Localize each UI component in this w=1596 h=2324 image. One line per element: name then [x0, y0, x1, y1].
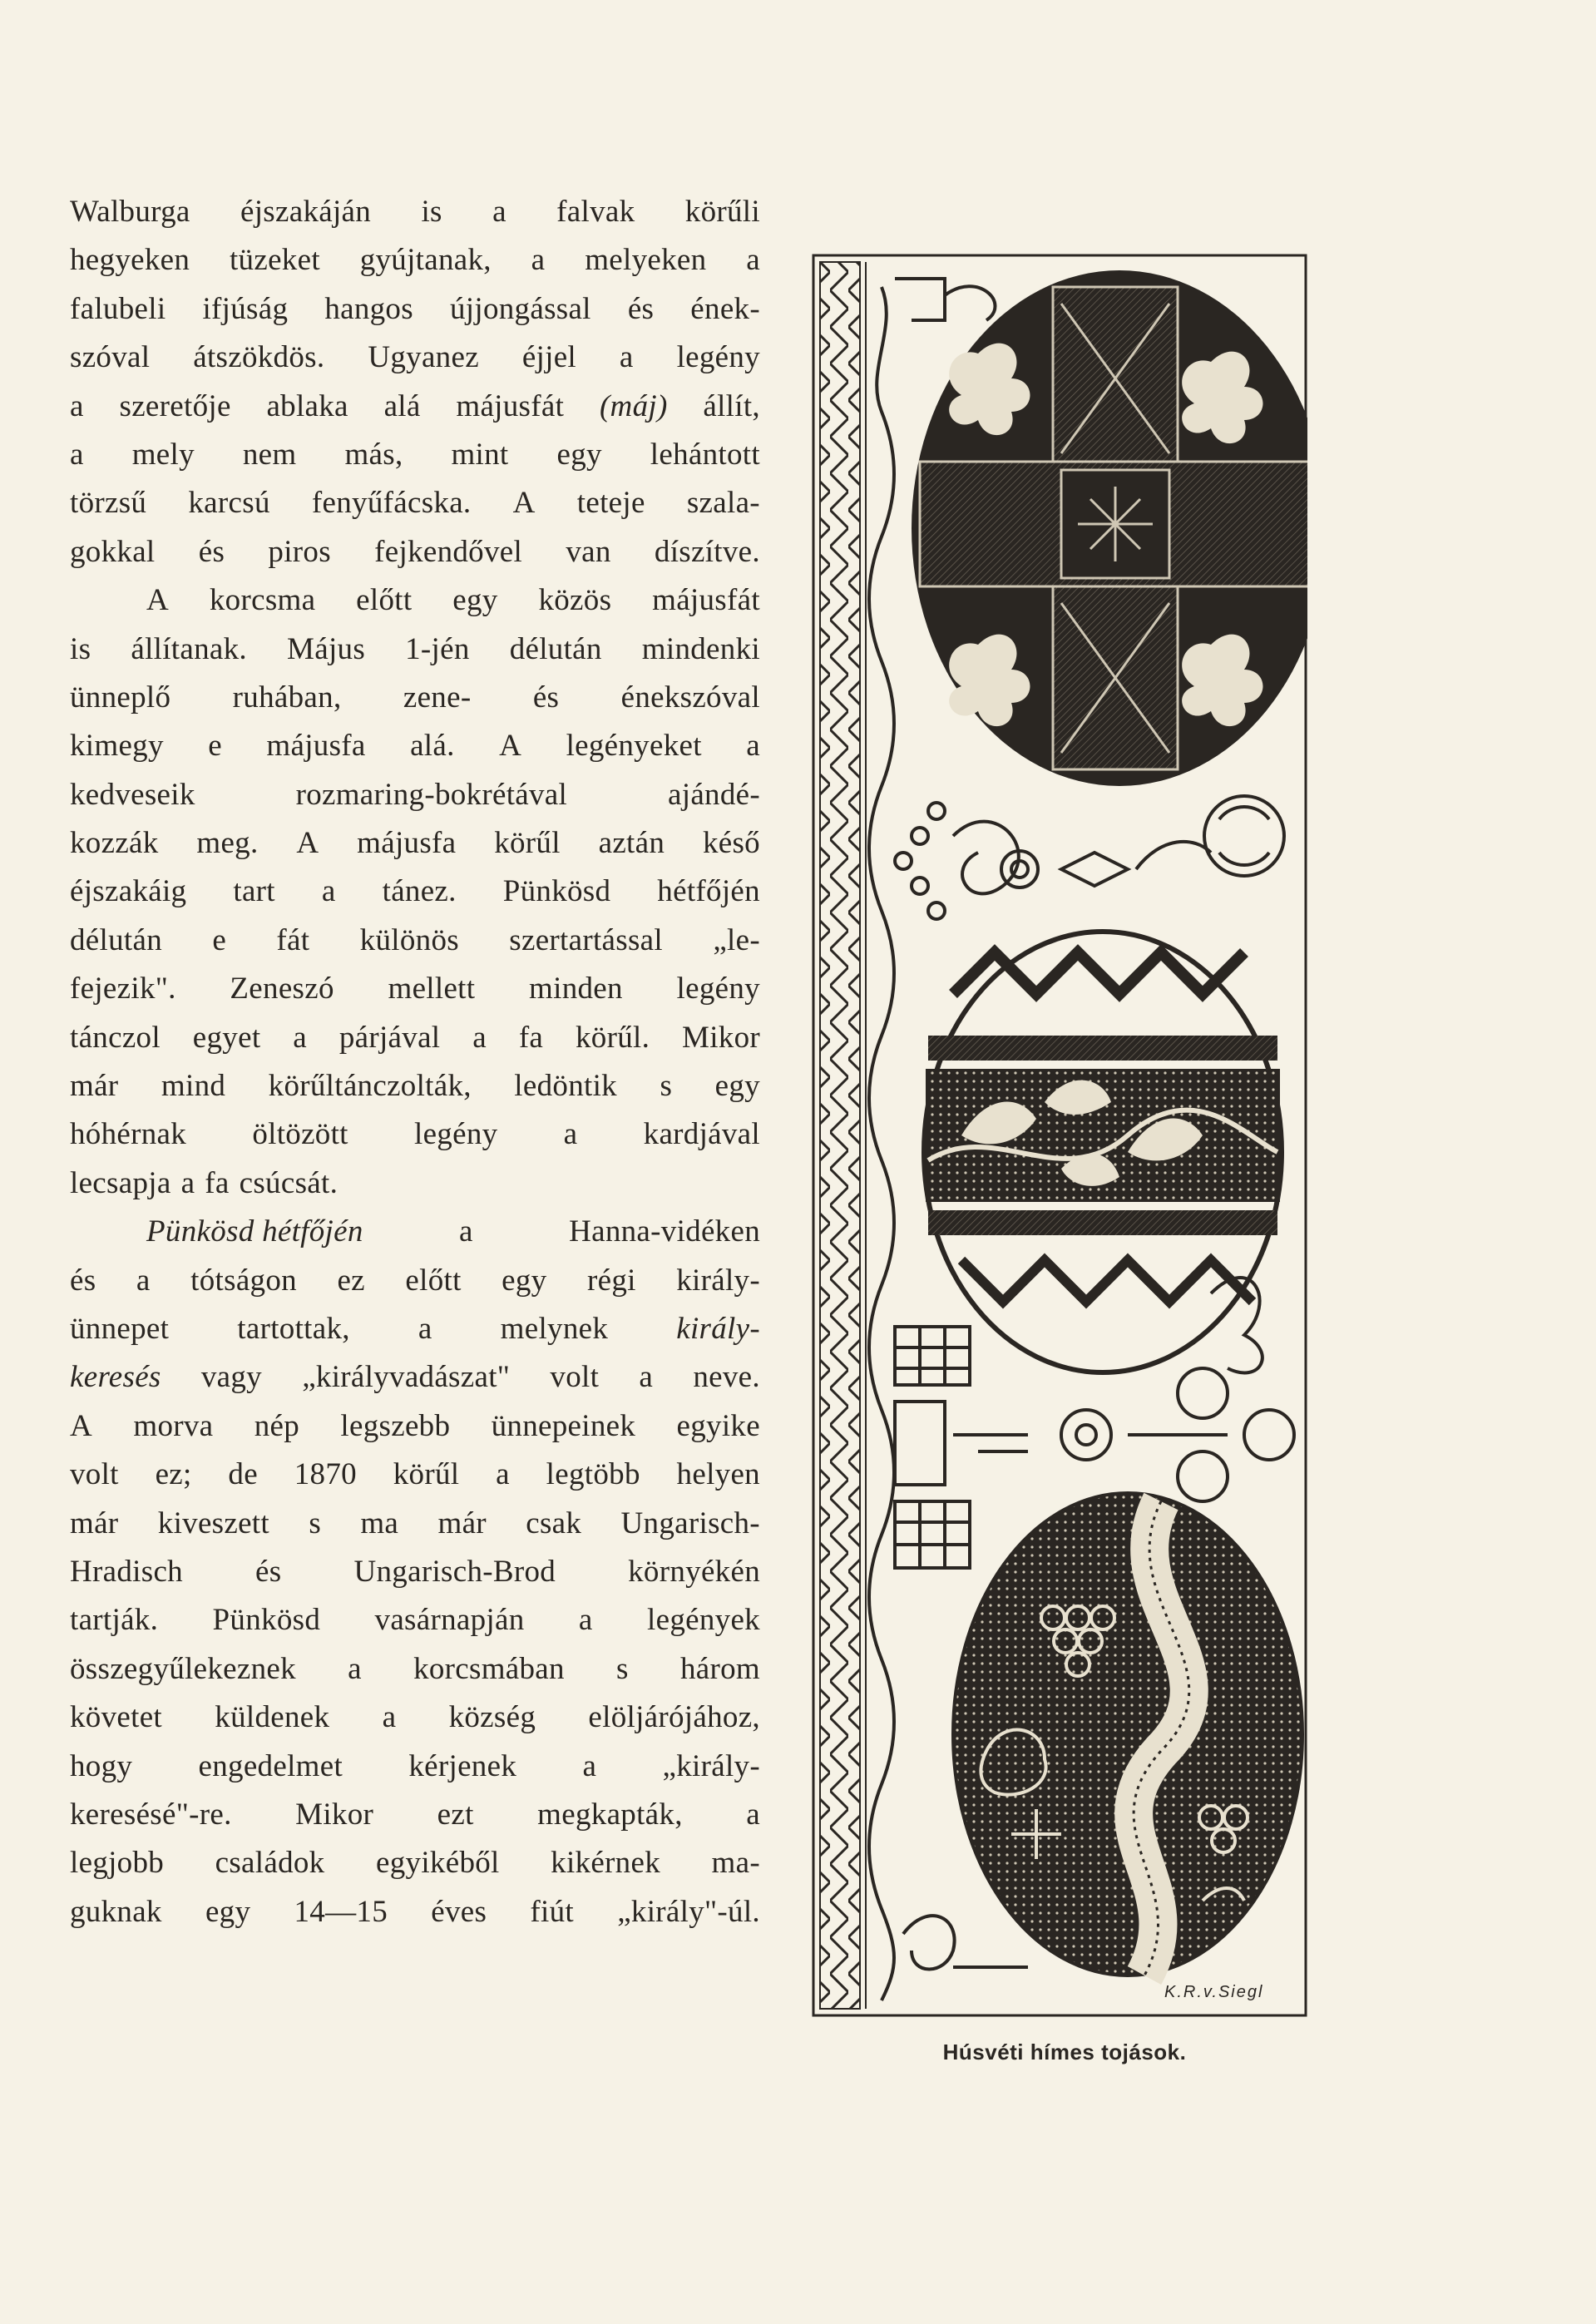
word: legtöbb — [546, 1457, 640, 1492]
word: s — [309, 1506, 322, 1540]
text-line — [70, 1014, 760, 1062]
word: A — [70, 1408, 93, 1443]
word: egy — [452, 583, 498, 618]
word: s — [616, 1651, 629, 1686]
word: szertartással — [509, 922, 663, 957]
word: ifjúság — [202, 291, 289, 326]
word: díszítve. — [654, 534, 760, 569]
word: a — [746, 243, 760, 278]
text-line — [70, 1110, 760, 1159]
text-line — [70, 868, 760, 916]
word: elöljárójához, — [588, 1700, 760, 1735]
word: Pünkösd — [502, 874, 611, 909]
word: különös — [359, 922, 459, 957]
word: májusfa — [266, 729, 366, 764]
word: teteje — [576, 486, 645, 521]
text-line — [70, 1451, 760, 1499]
word: hogy — [70, 1748, 133, 1783]
word: legény — [414, 1117, 498, 1152]
word: ének- — [690, 291, 760, 326]
word: legényeket — [566, 729, 702, 764]
word: kedveseik — [70, 777, 195, 812]
word: guknak — [70, 1894, 162, 1929]
word: legény — [676, 972, 760, 1006]
word: egyikéből — [376, 1846, 500, 1881]
word: fa — [518, 1020, 544, 1055]
word: engedelmet — [198, 1748, 343, 1783]
word: is — [421, 195, 442, 229]
word: Mikor — [295, 1797, 374, 1832]
word: májusfát — [652, 583, 760, 618]
word: A — [499, 729, 522, 764]
word: kiveszett — [157, 1506, 269, 1540]
word: falvak — [556, 195, 635, 229]
word: és — [198, 534, 225, 569]
word: környékén — [628, 1554, 760, 1589]
word: van — [566, 534, 611, 569]
word: zene- — [403, 680, 472, 715]
text-line — [70, 1208, 760, 1256]
text-line — [70, 722, 760, 770]
word: a — [136, 1263, 151, 1298]
word: mellett — [388, 972, 476, 1006]
word: és — [70, 1263, 96, 1298]
word: lecsapja — [70, 1165, 171, 1200]
text-line — [70, 188, 760, 236]
word: a — [639, 1360, 654, 1395]
word: király- — [676, 1263, 760, 1298]
word: fiút — [530, 1894, 574, 1929]
artist-signature: K.R.v.Siegl — [1164, 1983, 1264, 2001]
word: a — [70, 388, 84, 423]
word: újjongással — [449, 291, 591, 326]
text-line — [70, 965, 760, 1013]
word: fenyűfácska. — [311, 486, 472, 521]
word: alá — [383, 388, 421, 423]
word: de — [228, 1457, 258, 1492]
text-line — [70, 1353, 760, 1402]
word: a — [348, 1651, 362, 1686]
word: ma- — [711, 1846, 760, 1881]
word: ledöntik — [514, 1069, 617, 1104]
word: már — [70, 1506, 119, 1540]
word: mely — [131, 437, 195, 472]
word: párjával — [338, 1020, 441, 1055]
word: tüzeket — [229, 243, 320, 278]
word: mint — [451, 437, 509, 472]
word: a — [321, 874, 336, 909]
word: „király"-úl. — [617, 1894, 760, 1929]
word: a — [70, 437, 84, 472]
word: nép — [254, 1408, 300, 1443]
word: és — [532, 680, 560, 715]
word: ezt — [437, 1797, 474, 1832]
word: családok — [215, 1846, 325, 1881]
word: egyet — [192, 1020, 261, 1055]
word: énekszóval — [620, 680, 760, 715]
text-line — [70, 1548, 760, 1596]
word: hétfőjén — [657, 874, 760, 909]
word: ünnepeinek — [491, 1408, 636, 1443]
text-line — [70, 1160, 760, 1208]
word: májusfa — [357, 826, 457, 861]
word: A — [296, 826, 319, 861]
word: 1-jén — [405, 631, 470, 666]
word: 14—15 — [294, 1894, 388, 1929]
word: már — [70, 1069, 119, 1104]
text-line — [70, 1791, 760, 1839]
word: Pünkösd hétfőjén — [146, 1214, 363, 1249]
word: kérjenek — [408, 1748, 517, 1783]
word: a — [496, 1457, 510, 1492]
text-line — [70, 1694, 760, 1742]
word: a — [563, 1117, 578, 1152]
word: ablaka — [266, 388, 348, 423]
word: tánez. — [382, 874, 457, 909]
text-line — [70, 528, 760, 576]
easter-eggs-illustration — [812, 254, 1307, 2017]
word: állítanak. — [131, 631, 247, 666]
word: késő — [702, 826, 760, 861]
word: májusfát — [456, 388, 565, 423]
word: A — [512, 486, 536, 521]
word: a — [582, 1748, 597, 1783]
word: a — [746, 1797, 760, 1832]
word: kikérnek — [551, 1846, 661, 1881]
word: meg. — [196, 826, 259, 861]
text-line — [70, 334, 760, 382]
word: Hanna-vidéken — [569, 1214, 760, 1249]
word: hegyeken — [70, 243, 190, 278]
word: a — [472, 1020, 487, 1055]
word: tánczol — [70, 1020, 161, 1055]
decorated-eggs-icon — [812, 254, 1307, 2017]
word: Ungarisch-Brod — [353, 1554, 556, 1589]
word: Ugyanez — [368, 340, 479, 375]
word: tartottak, — [237, 1311, 350, 1346]
word: (máj) — [599, 388, 668, 423]
text-line — [70, 479, 760, 527]
word: a — [180, 1165, 195, 1200]
word: délután — [70, 922, 163, 957]
word: mindenki — [641, 631, 760, 666]
word: törzsű — [70, 486, 147, 521]
word: más, — [344, 437, 403, 472]
word: morva — [133, 1408, 214, 1443]
word: vasárnapján — [374, 1603, 525, 1638]
text-line — [70, 1596, 760, 1644]
word: előtt — [356, 583, 413, 618]
word: neve. — [693, 1360, 760, 1395]
word: alá. — [410, 729, 455, 764]
word: megkapták, — [537, 1797, 683, 1832]
word: már — [437, 1506, 487, 1540]
word: a — [418, 1311, 432, 1346]
word: csak — [526, 1506, 582, 1540]
word: ünneplő — [70, 680, 171, 715]
text-line — [70, 819, 760, 868]
word: egyike — [676, 1408, 760, 1443]
word: is — [70, 631, 91, 666]
word: és — [255, 1554, 282, 1589]
word: ez — [337, 1263, 365, 1298]
word: három — [679, 1651, 760, 1686]
word: fejkendővel — [374, 534, 523, 569]
word: Ungarisch- — [620, 1506, 760, 1540]
word: lehántott — [650, 437, 760, 472]
word: a — [459, 1214, 473, 1249]
word: egy — [205, 1894, 251, 1929]
word: vagy — [200, 1360, 262, 1395]
word: átszökdös. — [193, 340, 325, 375]
word: és — [627, 291, 655, 326]
word: ma — [360, 1506, 399, 1540]
text-line — [70, 1500, 760, 1548]
word: fejezik". — [70, 972, 176, 1006]
word: a — [578, 1603, 593, 1638]
text-line — [70, 1743, 760, 1791]
word: karcsú — [188, 486, 270, 521]
word: keresésé"-re. — [70, 1797, 232, 1832]
word: fát — [276, 922, 310, 957]
word: a — [531, 243, 546, 278]
word: régi — [586, 1263, 636, 1298]
word: gyújtanak, — [359, 243, 492, 278]
body-text-column — [70, 188, 760, 1936]
word: legények — [647, 1603, 760, 1638]
word: gokkal — [70, 534, 156, 569]
word: ünnepet — [70, 1311, 170, 1346]
word: éves — [431, 1894, 487, 1929]
word: volt — [550, 1360, 600, 1395]
text-line — [70, 1257, 760, 1305]
word: éjjel — [521, 340, 577, 375]
word: „királyvadászat" — [302, 1360, 511, 1395]
word: tartják. — [70, 1603, 159, 1638]
word: a — [382, 1700, 397, 1735]
word: éjszakáig — [70, 874, 187, 909]
word: korcsma — [209, 583, 316, 618]
word: Pünkösd — [212, 1603, 321, 1638]
word: mind — [161, 1069, 226, 1104]
word: egy — [556, 437, 602, 472]
word: helyen — [676, 1457, 760, 1492]
text-line — [70, 626, 760, 674]
word: egy — [502, 1263, 547, 1298]
word: küldenek — [215, 1700, 330, 1735]
word: csúcsát. — [239, 1165, 338, 1200]
word: „le- — [713, 922, 760, 957]
word: éjszakáján — [240, 195, 372, 229]
word: Walburga — [70, 195, 190, 229]
text-line — [70, 576, 760, 625]
word: tótságon — [190, 1263, 297, 1298]
word: e — [212, 922, 227, 957]
word: közös — [538, 583, 612, 618]
word: melyeken — [585, 243, 707, 278]
word: falubeli — [70, 291, 166, 326]
word: szala- — [686, 486, 760, 521]
word: körűl. — [576, 1020, 650, 1055]
word: a — [746, 729, 760, 764]
word: nem — [242, 437, 297, 472]
word: öltözött — [252, 1117, 348, 1152]
word: 1870 — [294, 1457, 357, 1492]
text-line — [70, 674, 760, 722]
word: minden — [529, 972, 623, 1006]
text-line — [70, 1402, 760, 1451]
text-line — [70, 1839, 760, 1887]
text-line — [70, 285, 760, 334]
word: összegyűlekeznek — [70, 1651, 296, 1686]
word: állít, — [703, 388, 760, 423]
word: legszebb — [340, 1408, 451, 1443]
word: előtt — [405, 1263, 462, 1298]
word: e — [208, 729, 222, 764]
word: ez; — [155, 1457, 192, 1492]
word: „király- — [662, 1748, 760, 1783]
word: a — [492, 195, 506, 229]
word: kardjával — [643, 1117, 760, 1152]
word: Zeneszó — [230, 972, 334, 1006]
word: kimegy — [70, 729, 164, 764]
word: követet — [70, 1700, 163, 1735]
word: A — [146, 583, 170, 618]
word: tart — [233, 874, 275, 909]
word: szeretője — [119, 388, 231, 423]
word: Május — [287, 631, 366, 666]
word: aztán — [598, 826, 665, 861]
word: s — [660, 1069, 673, 1104]
illustration-caption: Húsvéti hímes tojások. — [942, 2040, 1187, 2064]
word: hangos — [324, 291, 413, 326]
text-line — [70, 1645, 760, 1694]
text-line — [70, 1305, 760, 1353]
word: hóhérnak — [70, 1117, 187, 1152]
text-line — [70, 236, 760, 284]
word: keresés — [70, 1360, 161, 1395]
word: legény — [676, 340, 760, 375]
word: körűltánczolták, — [268, 1069, 472, 1104]
word: a — [619, 340, 634, 375]
text-line — [70, 917, 760, 965]
word: rozmaring-bokrétával — [295, 777, 568, 812]
word: község — [448, 1700, 536, 1735]
word: körűl — [393, 1457, 460, 1492]
word: Mikor — [682, 1020, 760, 1055]
word: kozzák — [70, 826, 159, 861]
word: legjobb — [70, 1846, 165, 1881]
word: Hradisch — [70, 1554, 183, 1589]
word: egy — [714, 1069, 760, 1104]
word: ajándé- — [668, 777, 760, 812]
word: fa — [205, 1165, 230, 1200]
word: volt — [70, 1457, 119, 1492]
word: korcsmában — [413, 1651, 565, 1686]
word: körűli — [684, 195, 760, 229]
word: ruhában, — [232, 680, 342, 715]
word: piros — [268, 534, 331, 569]
text-line — [70, 1062, 760, 1110]
word: a — [293, 1020, 307, 1055]
word: körűl — [494, 826, 561, 861]
text-line — [70, 431, 760, 479]
word: melynek — [500, 1311, 609, 1346]
word: szóval — [70, 340, 151, 375]
text-line — [70, 1888, 760, 1936]
text-line — [70, 383, 760, 431]
word: király- — [676, 1311, 760, 1346]
word: délután — [509, 631, 602, 666]
text-line — [70, 771, 760, 819]
